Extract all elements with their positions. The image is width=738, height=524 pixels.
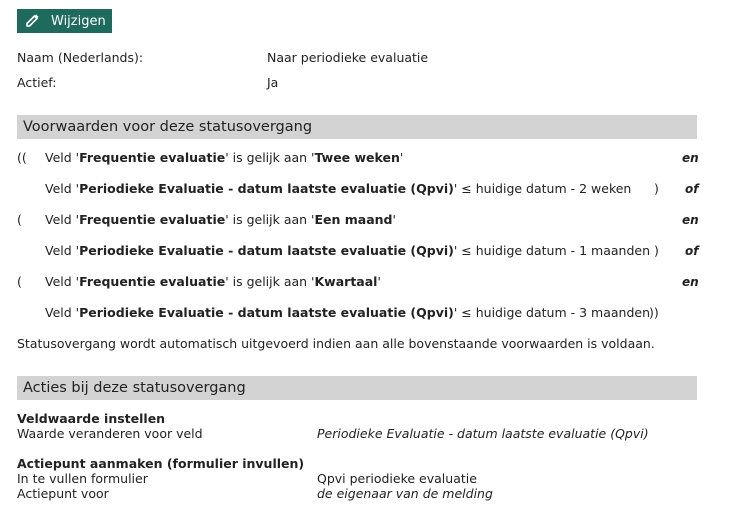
set-value-heading: Veldwaarde instellen (17, 411, 166, 426)
conditions-section-title: Voorwaarden voor deze statusovergang (17, 115, 697, 139)
condition-close-paren: )) (649, 305, 659, 320)
condition-conjunction: of (685, 182, 699, 196)
pencil-icon (25, 12, 41, 31)
condition-text: Veld 'Periodieke Evaluatie - datum laatste evaluatie (Qpvi)' ≤ huidige datum - 2 weken (45, 181, 632, 196)
condition-text: Veld 'Frequentie evaluatie' is gelijk aan 'Kwartaal' (45, 274, 381, 289)
condition-open-paren: ( (17, 274, 22, 289)
condition-conjunction: en (682, 213, 699, 227)
condition-text: Veld 'Frequentie evaluatie' is gelijk aan 'Twee weken' (45, 150, 404, 165)
edit-button-label: Wijzigen (51, 13, 106, 29)
condition-value: Een maand (314, 212, 393, 227)
set-value-field: Periodieke Evaluatie - datum laatste evaluatie (Qpvi) (317, 426, 649, 441)
condition-text: Veld 'Periodieke Evaluatie - datum laatste evaluatie (Qpvi)' ≤ huidige datum - 1 maanden (45, 243, 650, 258)
condition-value: Kwartaal (314, 274, 378, 289)
condition-conjunction: en (682, 151, 699, 165)
actions-section-title: Acties bij deze statusovergang (17, 376, 697, 400)
active-label: Actief: (17, 75, 57, 90)
condition-text: Veld 'Frequentie evaluatie' is gelijk aan 'Een maand' (45, 212, 396, 227)
active-value: Ja (267, 75, 279, 90)
condition-open-paren: (( (17, 150, 27, 165)
condition-text: Veld 'Periodieke Evaluatie - datum laatste evaluatie (Qpvi)' ≤ huidige datum - 3 maanden (45, 305, 650, 320)
condition-open-paren: ( (17, 212, 22, 227)
condition-field: Periodieke Evaluatie - datum laatste evaluatie (Qpvi) (79, 305, 454, 320)
action-point-heading: Actiepunt aanmaken (formulier invullen) (17, 456, 305, 471)
condition-field: Frequentie evaluatie (79, 150, 226, 165)
condition-field: Periodieke Evaluatie - datum laatste evaluatie (Qpvi) (79, 243, 454, 258)
condition-conjunction: en (682, 275, 699, 289)
condition-close-paren: ) (654, 243, 659, 258)
form-label: In te vullen formulier (17, 471, 148, 486)
condition-field: Frequentie evaluatie (79, 274, 226, 289)
set-value-label: Waarde veranderen voor veld (17, 426, 203, 441)
condition-field: Periodieke Evaluatie - datum laatste evaluatie (Qpvi) (79, 181, 454, 196)
condition-field: Frequentie evaluatie (79, 212, 226, 227)
condition-conjunction: of (685, 244, 699, 258)
condition-value: Twee weken (314, 150, 400, 165)
action-point-for-value: de eigenaar van de melding (317, 486, 493, 501)
form-value: Qpvi periodieke evaluatie (317, 471, 477, 486)
action-point-for-label: Actiepunt voor (17, 486, 109, 501)
edit-button[interactable] (17, 9, 112, 33)
condition-close-paren: ) (654, 181, 659, 196)
name-label: Naam (Nederlands): (17, 50, 144, 65)
conditions-note: Statusovergang wordt automatisch uitgevoerd indien aan alle bovenstaande voorwaarden is voldaan. (17, 336, 655, 351)
name-value: Naar periodieke evaluatie (267, 50, 429, 65)
